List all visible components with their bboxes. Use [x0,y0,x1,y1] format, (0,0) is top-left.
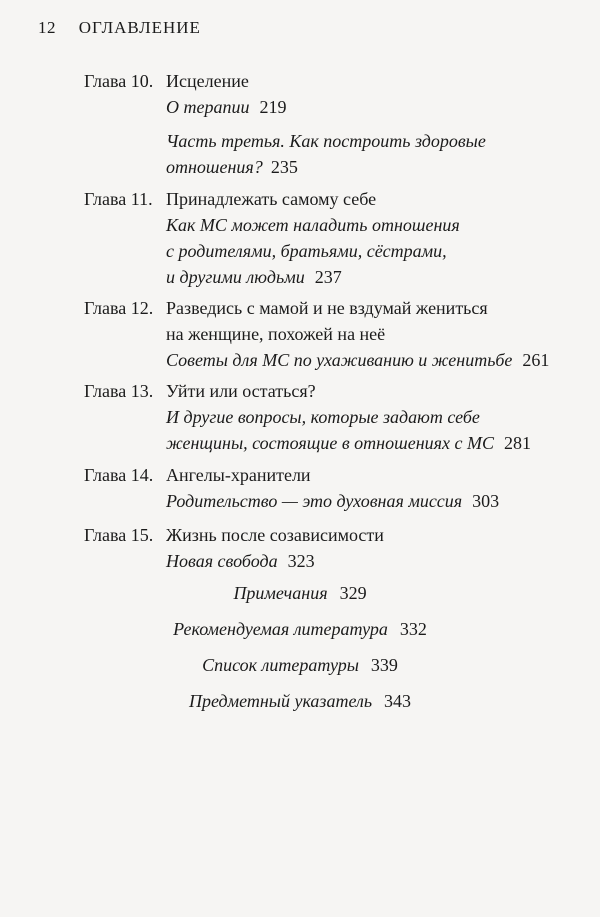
toc-entry-chapter-10 [84,68,287,120]
page-ref: 219 [259,97,287,117]
chapter-subtitle: О терапии [166,97,250,117]
chapter-label: Глава 11. [84,189,153,209]
page-ref: 303 [472,491,500,511]
toc-entry-chapter-11 [84,186,460,290]
chapter-subtitle: Родительство — это духовная миссия [166,491,463,511]
page-ref: 281 [503,433,531,453]
toc-entry-part-3 [166,128,486,180]
chapter-subtitle: Новая свобода [166,551,278,571]
part-title-line-2: отношения? [166,157,263,177]
page-ref: 235 [270,157,298,177]
chapter-subtitle-line-3: и другими людьми [166,267,305,287]
toc-entry-subject-index [0,691,600,712]
toc-entry-chapter-13 [84,378,531,456]
page-ref: 261 [522,350,550,370]
toc-entry-recommended-reading [0,619,600,640]
back-matter-title: Список литературы [202,655,359,675]
page-ref: 329 [339,583,367,603]
page-ref: 332 [399,619,427,639]
chapter-subtitle-line-1: И другие вопросы, которые задают себе [166,407,480,427]
toc-entry-chapter-15 [84,522,384,574]
chapter-title: Уйти или остаться? [166,381,316,401]
page-number: 12 [38,18,56,37]
chapter-subtitle: Советы для МС по ухаживанию и женитьбе [166,350,513,370]
toc-entry-chapter-14 [84,462,499,514]
page-header [38,18,201,38]
page-ref: 343 [384,691,412,711]
chapter-title: Исцеление [166,71,249,91]
toc-entry-chapter-12 [84,295,549,373]
page-ref: 237 [314,267,342,287]
chapter-title: Ангелы-хранители [166,465,311,485]
chapter-subtitle-line-2: женщины, состоящие в отношениях с МС [166,433,494,453]
page-ref: 323 [287,551,315,571]
chapter-label: Глава 10. [84,71,154,91]
page-title: ОГЛАВЛЕНИЕ [78,18,201,37]
chapter-title-line-2: на женщине, похожей на неё [166,324,386,344]
toc-entry-bibliography [0,655,600,676]
chapter-label: Глава 13. [84,381,154,401]
chapter-label: Глава 15. [84,525,154,545]
part-title-line-1: Часть третья. Как построить здоровые [166,131,486,151]
chapter-label: Глава 14. [84,465,154,485]
chapter-label: Глава 12. [84,298,154,318]
chapter-title-line-1: Разведись с мамой и не вздумай жениться [166,298,488,318]
page-ref: 339 [370,655,398,675]
back-matter-title: Рекомендуемая литература [173,619,388,639]
chapter-title: Принадлежать самому себе [166,189,377,209]
chapter-subtitle-line-2: с родителями, братьями, сёстрами, [166,241,447,261]
back-matter-title: Предметный указатель [188,691,373,711]
chapter-title: Жизнь после созависимости [166,525,384,545]
back-matter-title: Примечания [233,583,328,603]
toc-entry-notes [0,583,600,604]
chapter-subtitle-line-1: Как МС может наладить отношения [166,215,460,235]
